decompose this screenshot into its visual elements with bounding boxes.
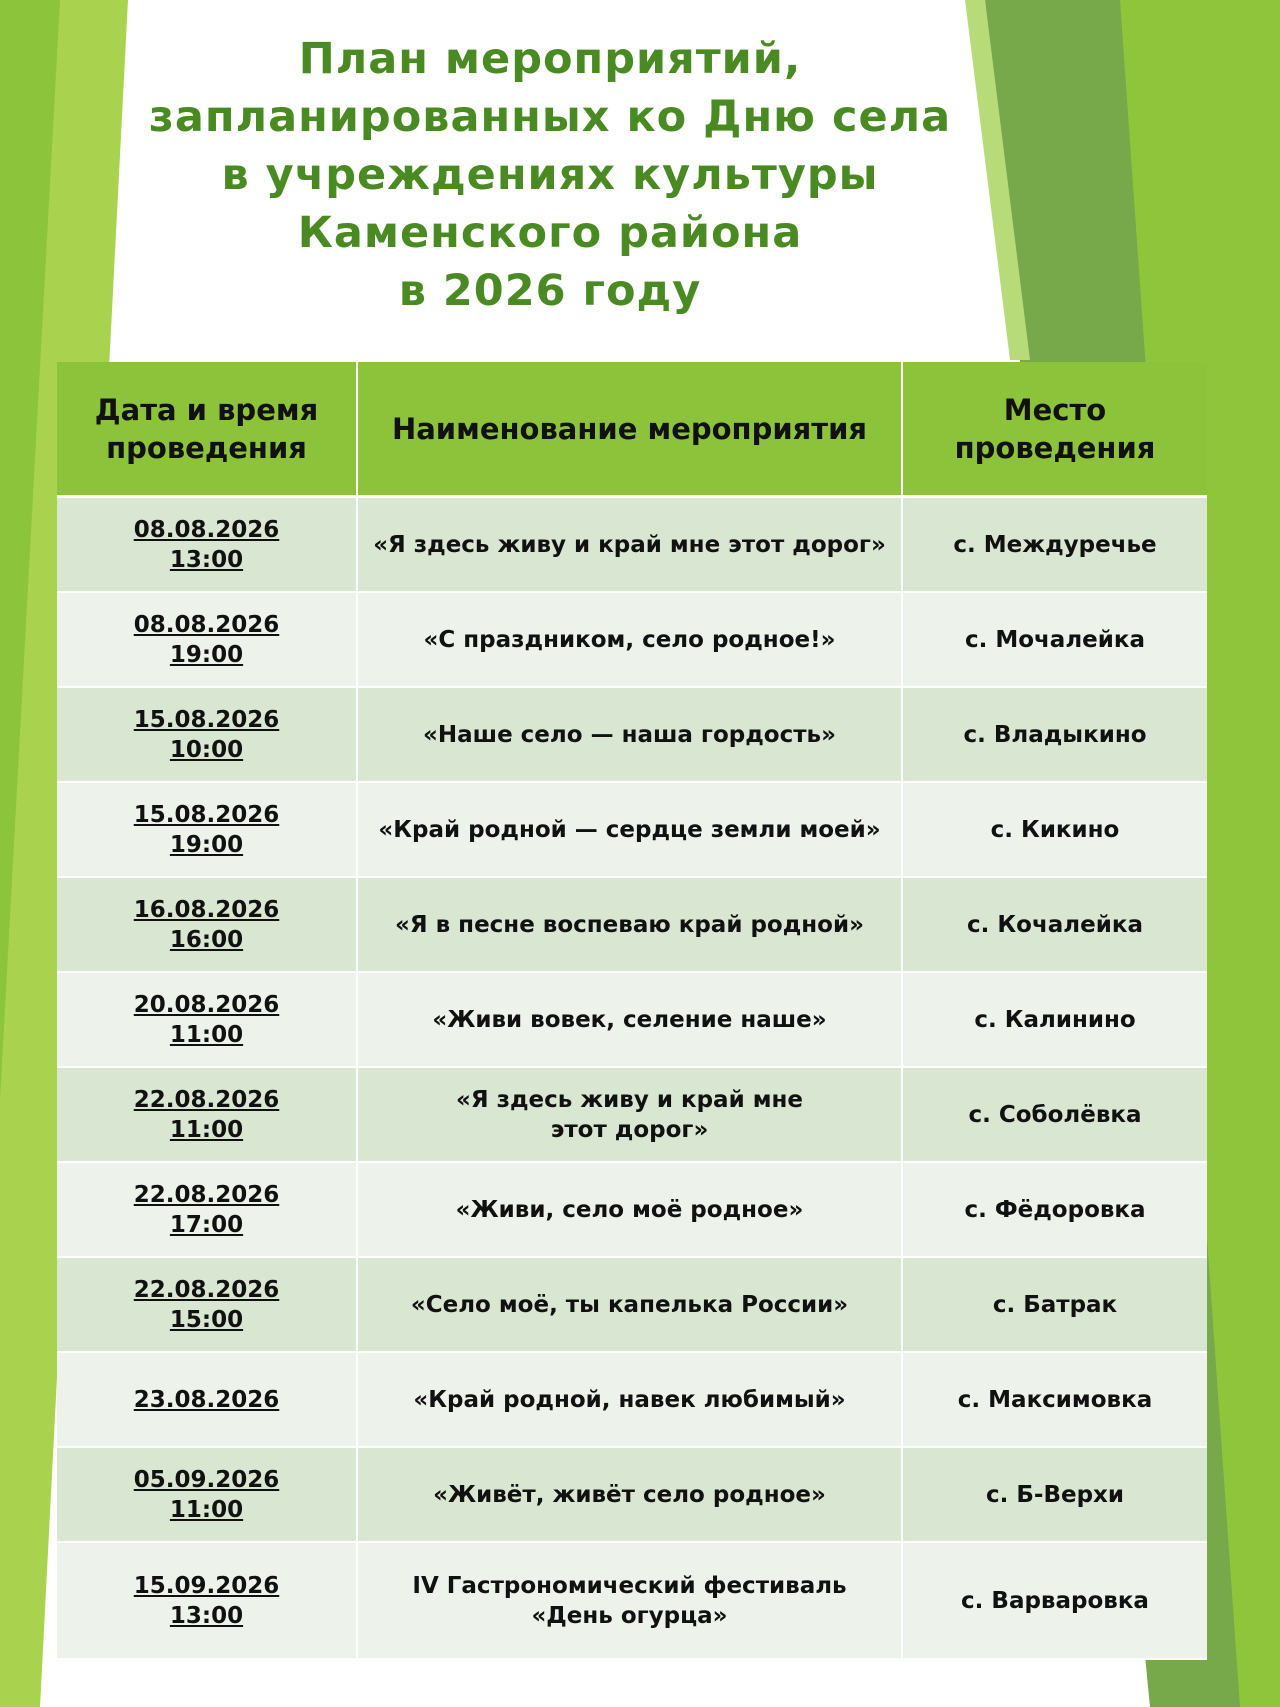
cell-place: с. Мочалейка bbox=[902, 592, 1207, 687]
cell-event-name bbox=[357, 877, 902, 972]
cell-date-time bbox=[57, 592, 357, 687]
event-name-line: этот дорог» bbox=[550, 1116, 709, 1143]
event-name-line: «Я здесь живу и край мне bbox=[456, 1086, 803, 1113]
table-header-row bbox=[57, 362, 1207, 497]
table-row bbox=[57, 1257, 1207, 1352]
cell-event-name bbox=[357, 1162, 902, 1257]
title-line: запланированных ко Дню села bbox=[148, 92, 952, 142]
event-time: 19:00 bbox=[169, 641, 244, 668]
events-table bbox=[57, 362, 1207, 1660]
table-row bbox=[57, 687, 1207, 782]
event-time: 11:00 bbox=[169, 1496, 244, 1523]
cell-event-name bbox=[357, 497, 902, 593]
event-name-line: IV Гастрономический фестиваль bbox=[412, 1572, 847, 1599]
table-row bbox=[57, 592, 1207, 687]
cell-date-time bbox=[57, 497, 357, 593]
event-time: 13:00 bbox=[169, 546, 244, 573]
title-line: План мероприятий, bbox=[298, 34, 802, 84]
cell-date-time bbox=[57, 1447, 357, 1542]
cell-event-name bbox=[357, 592, 902, 687]
event-name-line: «Я здесь живу и край мне этот дорог» bbox=[373, 531, 886, 558]
page-title bbox=[60, 30, 1040, 320]
event-date: 22.08.2026 bbox=[133, 1181, 280, 1208]
cell-event-name bbox=[357, 1352, 902, 1447]
event-date: 08.08.2026 bbox=[133, 516, 280, 543]
cell-event-name bbox=[357, 1067, 902, 1162]
table-row bbox=[57, 1162, 1207, 1257]
cell-date-time bbox=[57, 1067, 357, 1162]
cell-place: с. Варваровка bbox=[902, 1542, 1207, 1659]
header-date-line: Дата и время bbox=[94, 392, 319, 427]
table-row bbox=[57, 877, 1207, 972]
event-date: 16.08.2026 bbox=[133, 896, 280, 923]
cell-date-time bbox=[57, 1352, 357, 1447]
event-time: 16:00 bbox=[169, 926, 244, 953]
event-name-line: «Живёт, живёт село родное» bbox=[433, 1481, 826, 1508]
cell-place: с. Б-Верхи bbox=[902, 1447, 1207, 1542]
cell-event-name bbox=[357, 687, 902, 782]
event-name-line: «Край родной — сердце земли моей» bbox=[378, 816, 881, 843]
header-name-line: Наименование мероприятия bbox=[391, 411, 868, 446]
cell-date-time bbox=[57, 972, 357, 1067]
cell-place: с. Фёдоровка bbox=[902, 1162, 1207, 1257]
event-name-line: «Я в песне воспеваю край родной» bbox=[395, 911, 864, 938]
event-name-line: «Живи, село моё родное» bbox=[455, 1196, 804, 1223]
title-line: в учреждениях культуры bbox=[221, 150, 879, 200]
table-row bbox=[57, 1067, 1207, 1162]
event-date: 05.09.2026 bbox=[133, 1466, 280, 1493]
header-date-line: проведения bbox=[106, 430, 307, 465]
cell-date-time bbox=[57, 1542, 357, 1659]
cell-date-time bbox=[57, 687, 357, 782]
cell-place: с. Владыкино bbox=[902, 687, 1207, 782]
cell-event-name bbox=[357, 1447, 902, 1542]
table-row bbox=[57, 497, 1207, 593]
event-date: 08.08.2026 bbox=[133, 611, 280, 638]
event-date: 23.08.2026 bbox=[133, 1386, 280, 1413]
event-time: 11:00 bbox=[169, 1021, 244, 1048]
table-row bbox=[57, 972, 1207, 1067]
cell-date-time bbox=[57, 782, 357, 877]
cell-date-time bbox=[57, 1257, 357, 1352]
cell-event-name bbox=[357, 1257, 902, 1352]
event-name-line: «Живи вовек, селение наше» bbox=[432, 1006, 827, 1033]
cell-place: с. Кикино bbox=[902, 782, 1207, 877]
cell-date-time bbox=[57, 1162, 357, 1257]
event-date: 15.08.2026 bbox=[133, 801, 280, 828]
cell-place: с. Соболёвка bbox=[902, 1067, 1207, 1162]
header-place-line: Место bbox=[1003, 392, 1107, 427]
title-line: Каменского района bbox=[297, 208, 803, 258]
event-time: 15:00 bbox=[169, 1306, 244, 1333]
title-line: в 2026 году bbox=[398, 266, 702, 316]
event-name-line: «День огурца» bbox=[531, 1602, 728, 1629]
event-time: 13:00 bbox=[169, 1602, 244, 1629]
event-date: 15.09.2026 bbox=[133, 1572, 280, 1599]
cell-place: с. Калинино bbox=[902, 972, 1207, 1067]
header-date bbox=[57, 362, 357, 497]
cell-place: с. Батрак bbox=[902, 1257, 1207, 1352]
cell-place: с. Максимовка bbox=[902, 1352, 1207, 1447]
cell-event-name bbox=[357, 972, 902, 1067]
header-place-line: проведения bbox=[954, 430, 1156, 465]
event-name-line: «Наше село — наша гордость» bbox=[423, 721, 836, 748]
cell-date-time bbox=[57, 877, 357, 972]
event-date: 15.08.2026 bbox=[133, 706, 280, 733]
event-name-line: «Село моё, ты капелька России» bbox=[410, 1291, 849, 1318]
event-time: 11:00 bbox=[169, 1116, 244, 1143]
cell-place: с. Кочалейка bbox=[902, 877, 1207, 972]
header-place bbox=[902, 362, 1207, 497]
event-name-line: «Край родной, навек любимый» bbox=[413, 1386, 846, 1413]
event-date: 22.08.2026 bbox=[133, 1276, 280, 1303]
event-date: 20.08.2026 bbox=[133, 991, 280, 1018]
table-row bbox=[57, 1447, 1207, 1542]
table-row bbox=[57, 1542, 1207, 1659]
event-time: 19:00 bbox=[169, 831, 244, 858]
event-time: 17:00 bbox=[169, 1211, 244, 1238]
header-name bbox=[357, 362, 902, 497]
cell-place: с. Междуречье bbox=[902, 497, 1207, 593]
event-date: 22.08.2026 bbox=[133, 1086, 280, 1113]
event-time: 10:00 bbox=[169, 736, 244, 763]
table-row bbox=[57, 1352, 1207, 1447]
table-row bbox=[57, 782, 1207, 877]
event-name-line: «С праздником, село родное!» bbox=[423, 626, 836, 653]
cell-event-name bbox=[357, 782, 902, 877]
cell-event-name bbox=[357, 1542, 902, 1659]
